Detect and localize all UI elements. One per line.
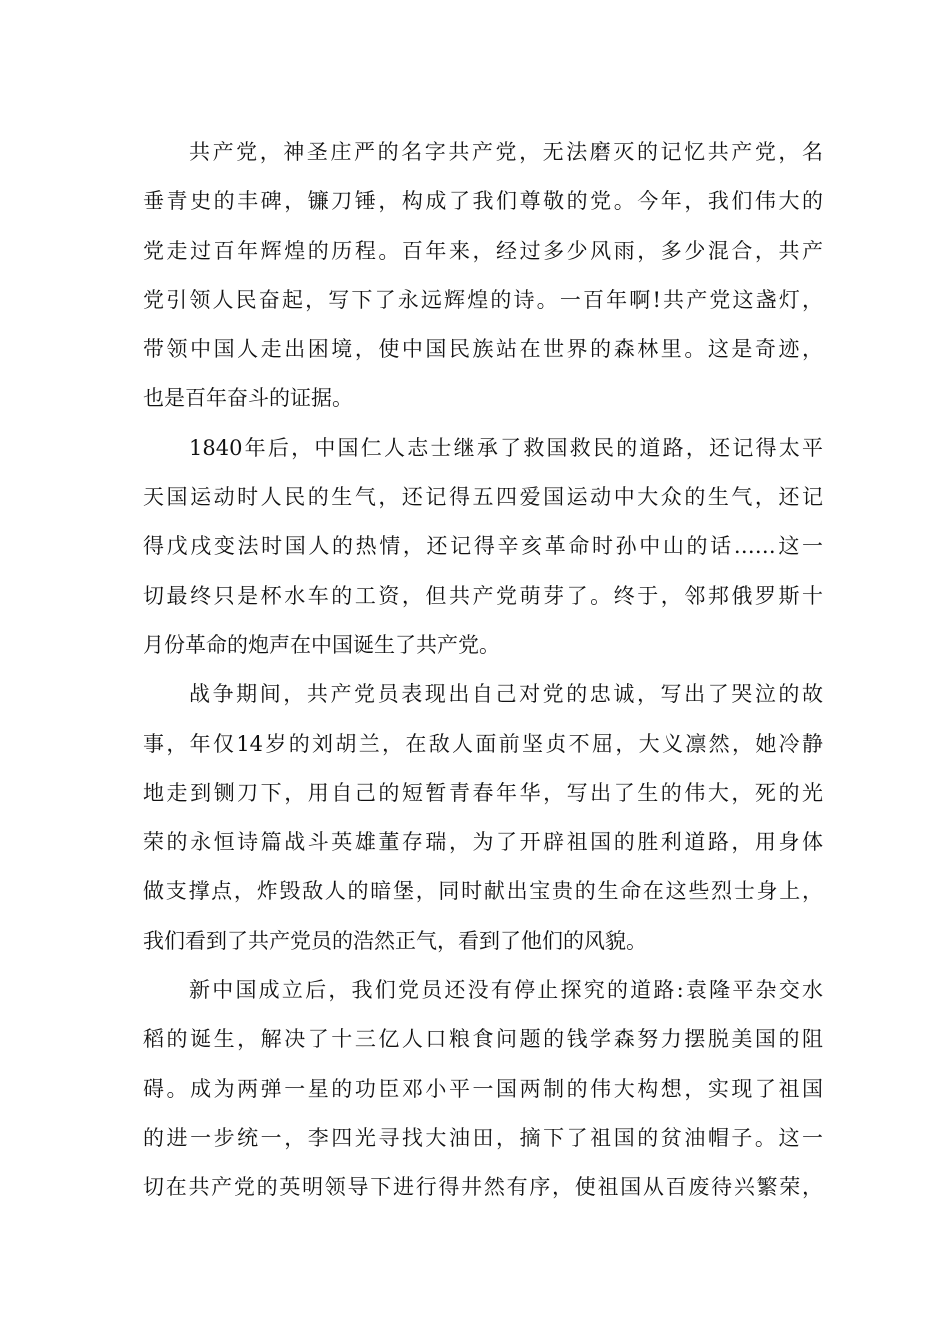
paragraph-3: [143, 670, 823, 966]
paragraph-4: [143, 966, 823, 1212]
text-line: 稻的诞生，解决了十三亿人口粮食问题的钱学森努力摆脱美国的阻: [143, 1027, 823, 1052]
text-line: 也是百年奋斗的证据。: [143, 386, 353, 411]
text-line: 新中国成立后，我们党员还没有停止探究的道路:袁隆平杂交水: [189, 978, 823, 1003]
text-line: 党走过百年辉煌的历程。百年来，经过多少风雨，多少混合，共产: [143, 238, 823, 263]
text-line: 党引领人民奋起，写下了永远辉煌的诗。一百年啊!共产党这盏灯，: [143, 287, 823, 312]
text-line: 事，年仅14岁的刘胡兰，在敌人面前坚贞不屈，大义凛然，她冷静: [143, 731, 823, 756]
text-line: 带领中国人走出困境，使中国民族站在世界的森林里。这是奇迹，: [143, 337, 823, 362]
text-line: 碍。成为两弹一星的功臣邓小平一国两制的伟大构想，实现了祖国: [143, 1076, 823, 1101]
text-line: 切在共产党的英明领导下进行得井然有序，使祖国从百废待兴繁荣，: [143, 1175, 823, 1200]
text-line: 地走到铡刀下，用自己的短暂青春年华，写出了生的伟大，死的光: [143, 780, 823, 805]
text-line: 荣的永恒诗篇战斗英雄董存瑞，为了开辟祖国的胜利道路，用身体: [143, 830, 823, 855]
text-line: 共产党，神圣庄严的名字共产党，无法磨灭的记忆共产党，名: [189, 140, 823, 164]
text-line: 1840年后，中国仁人志士继承了救国救民的道路，还记得太平: [189, 435, 823, 460]
paragraph-1: [143, 128, 823, 424]
text-line: 垂青史的丰碑，镰刀锤，构成了我们尊敬的党。今年，我们伟大的: [143, 189, 823, 214]
document-page: [143, 128, 823, 1213]
text-line: 天国运动时人民的生气，还记得五四爱国运动中大众的生气，还记: [143, 485, 823, 510]
text-line: 我们看到了共产党员的浩然正气，看到了他们的风貌。: [143, 928, 647, 953]
paragraph-2: [143, 424, 823, 670]
text-line: 的进一步统一，李四光寻找大油田，摘下了祖国的贫油帽子。这一: [143, 1125, 823, 1150]
text-line: 做支撑点，炸毁敌人的暗堡，同时献出宝贵的生命在这些烈士身上，: [143, 879, 823, 904]
text-line: 切最终只是杯水车的工资，但共产党萌芽了。终于，邻邦俄罗斯十: [143, 583, 823, 608]
text-line: 战争期间，共产党员表现出自己对党的忠诚，写出了哭泣的故: [189, 682, 823, 707]
text-line: 月份革命的炮声在中国诞生了共产党。: [143, 632, 500, 657]
text-line: 得戊戌变法时国人的热情，还记得辛亥革命时孙中山的话……这一: [143, 534, 823, 559]
